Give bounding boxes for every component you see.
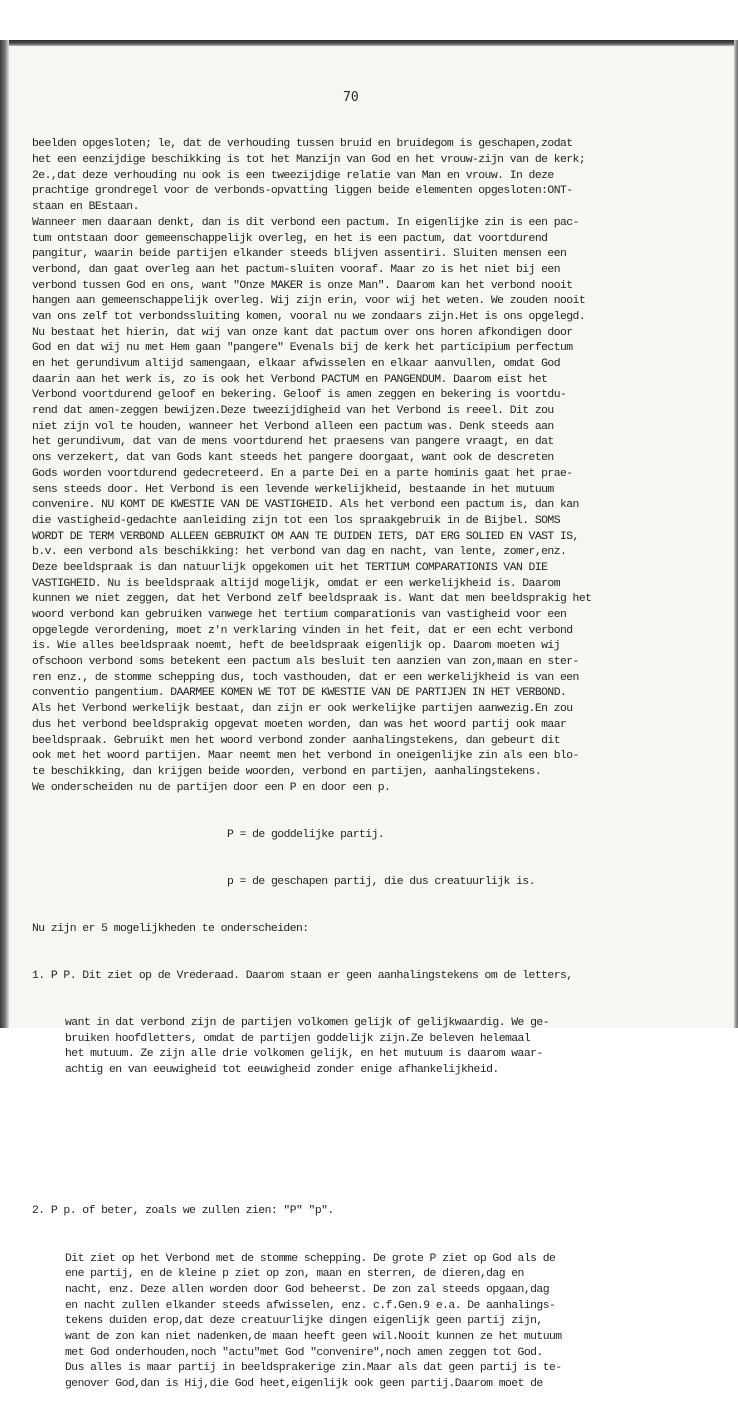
text-line: God en dat wij nu met Hem gaan "pangere" Evenals bij de kerk het participium perfectum (32, 342, 573, 355)
text-line: ofschoon verbond soms betekent een pactum als besluit ten aanzien van zon,maan en ster- (32, 656, 579, 669)
text-line: kunnen we niet zeggen, dat het Verbond zelf beeldspraak is. Want dat men beeldsprakig het (32, 593, 592, 606)
possibilities-intro: Nu zijn er 5 mogelijkheden te onderscheiden: (32, 922, 309, 935)
text-line: het gerundivum, dat van de mens voortdurend het praesens van pangere vraagt, en dat (32, 436, 554, 449)
text-line: van ons zelf tot verbondssluiting komen, vooral nu we zondaars zijn.Het is ons opgelegd. (32, 310, 586, 323)
text-line: tekens duiden erop,dat deze creatuurlijke dingen eigenlijk geen partij zijn, (65, 1315, 543, 1328)
text-line: daarin aan het werk is, zo is ook het Verbond PACTUM en PANGENDUM. Daarom eist het (32, 373, 548, 386)
text-line: Nu bestaat het hierin, dat wij van onze kant dat pactum over ons horen afkondigen door (32, 326, 573, 339)
scan-margin-top (0, 0, 738, 44)
text-line: en nacht zullen elkander steeds afwisselen, enz. c.f.Gen.9 e.a. De aanhalings- (65, 1299, 556, 1312)
text-line: conventio pangentium. DAARMEE KOMEN WE TOT DE KWESTIE VAN DE PARTIJEN IN HET VERBOND. (32, 687, 567, 700)
text-line: Als het Verbond werkelijk bestaat, dan zijn er ook werkelijke partijen aanwezig.En zou (32, 703, 573, 716)
text-line: We onderscheiden nu de partijen door een P en door een p. (32, 781, 391, 794)
text-line: verbond, dan gaat overleg aan het pactum-sluiten vooraf. Maar zo is het niet bij een (32, 263, 560, 276)
text-line: genover God,dan is Hij,die God heet,eigenlijk ook geen partij.Daarom moet de (65, 1378, 543, 1390)
text-line: want in dat verbond zijn de partijen volkomen gelijk of gelijkwaardig. We ge- (65, 1017, 549, 1030)
text-line: want de zon kan niet nadenken,de maan heeft geen wil.Nooit kunnen ze het mutuum (65, 1330, 562, 1343)
text-line: Wanneer men daaraan denkt, dan is dit verbond een pactum. In eigenlijke zin is een pac- (32, 216, 579, 229)
text-line: rend dat amen-zeggen bewijzen.Deze tweezijdigheid van het Verbond is reeel. Dit zou (32, 405, 554, 418)
scan-edge-right (734, 40, 738, 1030)
text-line: ons verzekert, dat van Gods kant steeds het pangere doorgaat, want ook de descreten (32, 452, 554, 465)
typewritten-text (32, 106, 712, 1408)
text-line: Deze beeldspraak is dan natuurlijk opgekomen uit het TERTIUM COMPARATIONIS VAN DIE (32, 561, 548, 574)
text-line: woord verbond kan gebruiken vanwege het tertium comparationis van vastigheid voor een (32, 609, 567, 622)
text-line: ene partij, en de kleine p ziet op zon, maan en sterren, de dieren,dag en (65, 1268, 524, 1281)
list-item-heading: 2. P p. of beter, zoals we zullen zien: "P" "p". (32, 1205, 334, 1218)
text-line: 2e.,dat deze verhouding nu ook is een tweezijdige relatie van Man en vrouw. In deze (32, 169, 554, 182)
text-line: pangitur, waarin beide partijen elkander steeds blijven assentiri. Sluiten mensen een (32, 248, 567, 261)
text-line: die vastigheid-gedachte aanleiding zijn tot een los spraakgebruik in de Bijbel. SOMS (32, 514, 560, 527)
text-line: met God onderhouden,noch "actu"met God "convenire",noch amen zeggen tot God. (65, 1346, 543, 1359)
text-line: convenire. NU KOMT DE KWESTIE VAN DE VASTIGHEID. Als het verbond een pactum is, dan kan (32, 499, 579, 512)
text-line: het mutuum. Ze zijn alle drie volkomen gelijk, en het mutuum is daarom waar- (65, 1048, 543, 1061)
text-line: Dit ziet op het Verbond met de stomme schepping. De grote P ziet op God als de (65, 1252, 556, 1265)
text-line: VASTIGHEID. Nu is beeldspraak altijd mogelijk, omdat er een werkelijkheid is. Daarom (32, 577, 560, 590)
text-line: Gods worden voortdurend gedecreteerd. En a parte Dei en a parte hominis gaat het prae- (32, 467, 573, 480)
body-paragraphs (32, 137, 712, 796)
text-line: prachtige grondregel voor de verbonds-opvatting liggen beide elementen opgesloten:ONT- (32, 185, 573, 198)
text-line: Verbond voortdurend geloof en bekering. Geloof is amen zeggen en bekering is voortdu- (32, 389, 567, 402)
text-line: dus het verbond beeldsprakig opgevat moeten worden, dan was het woord partij ook maar (32, 718, 567, 731)
list-item-heading: 1. P P. Dit ziet op de Vrederaad. Daarom staan er geen aanhalingstekens om de letters, (32, 969, 573, 982)
text-line: b.v. een verbond als beschikking: het verbond van dag en nacht, van lente, zomer,enz. (32, 546, 567, 559)
page-number: 70 (343, 90, 359, 105)
text-line: WORDT DE TERM VERBOND ALLEEN GEBRUIKT OM AAN TE DUIDEN IETS, DAT ERG SOLIED EN VAST IS, (32, 530, 579, 543)
definition-line: P = de goddelijke partij. (227, 828, 385, 841)
text-line: verbond tussen God en ons, want "Onze MAKER is onze Man". Daarom kan het verbond nooit (32, 279, 573, 292)
text-line: staan en BEstaan. (32, 201, 139, 214)
list-item-body (32, 1252, 712, 1393)
text-line: bruiken hoofdletters, omdat de partijen goddelijk zijn.Ze beleven helemaal (65, 1032, 531, 1045)
scan-edge-left (0, 40, 9, 1030)
text-line: ook met het woord partijen. Maar neemt men het verbond in oneigenlijke zin als een blo- (32, 750, 579, 763)
text-line: opgelegde verordening, moet z'n verklaring vinden in het feit, dat er een echt verbond (32, 624, 573, 637)
text-line: het een eenzijdige beschikking is tot het Manzijn van God en het vrouw-zijn van de kerk; (32, 154, 586, 167)
text-line: te beschikking, dan krijgen beide woorden, verbond en partijen, aanhalingstekens. (32, 765, 542, 778)
list-item-body (32, 1016, 712, 1079)
text-line: is. Wie alles beeldspraak noemt, heft de beeldspraak eigenlijk op. Daarom moeten wij (32, 640, 560, 653)
text-line: achtig en van eeuwigheid tot eeuwigheid zonder enige afhankelijkheid. (65, 1064, 499, 1077)
text-line: en het gerundivum altijd samengaan, elkaar afwisselen en elkaar aanvullen, omdat God (32, 358, 560, 371)
text-line: beelden opgesloten; le, dat de verhouding tussen bruid en bruidegom is geschapen,zodat (32, 138, 573, 151)
spacer (32, 1157, 712, 1173)
spacer (32, 1110, 712, 1126)
text-line: hangen aan gemeenschappelijk overleg. Wij zijn erin, voor wij het weten. We zouden nooit (32, 295, 586, 308)
text-line: sens steeds door. Het Verbond is een levende werkelijkheid, bestaande in het mutuum (32, 483, 554, 496)
text-line: beeldspraak. Gebruikt men het woord verbond zonder aanhalingstekens, dan gebeurt dit (32, 734, 560, 747)
definition-line: p = de geschapen partij, die dus creatuurlijk is. (227, 875, 535, 888)
text-line: nacht, enz. Deze allen worden door God beheerst. De zon zal steeds opgaan,dag (65, 1283, 549, 1296)
text-line: Dus alles is maar partij in beeldsprakerige zin.Maar als dat geen partij is te- (65, 1362, 562, 1375)
text-line: tum ontstaan door gemeenschappelijk overleg, en het is een pactum, dat voortdurend (32, 232, 548, 245)
text-line: ren enz., de stomme schepping dus, toch vasthouden, dat er een werkelijkheid is van een (32, 671, 579, 684)
text-line: niet zijn vol te houden, wanneer het Verbond alleen een pactum was. Denk steeds aan (32, 420, 554, 433)
